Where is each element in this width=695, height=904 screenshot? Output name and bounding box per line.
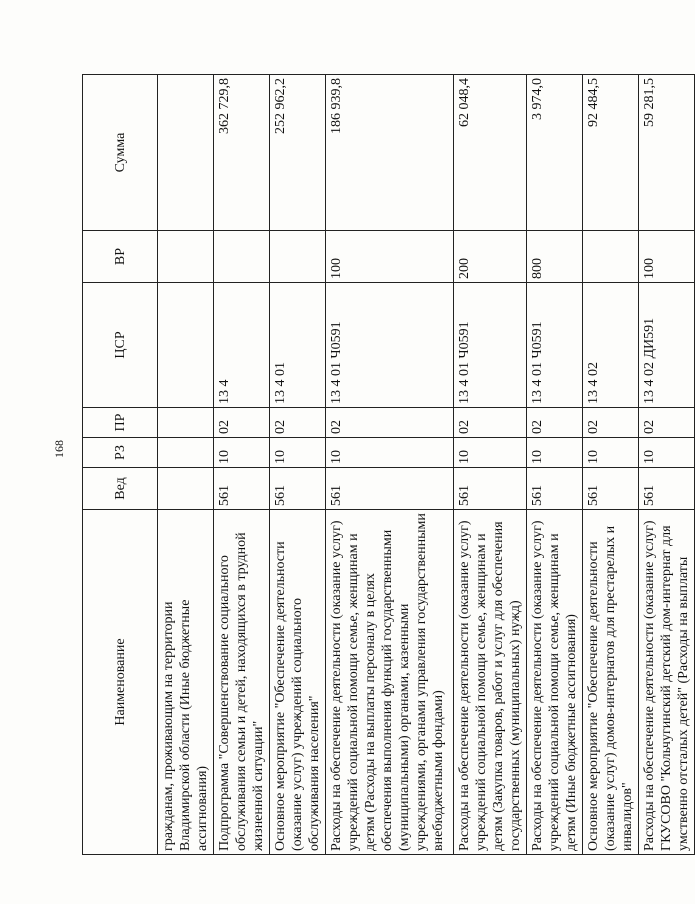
cell-name: Расходы на обеспечение деятельности (оказание услуг) ГКУСОВО "Кольчугинский детский дом-интернат для умственно отсталых детей" (Расходы на выплаты [639,510,695,855]
cell-rz: 10 [527,438,583,468]
cell-pr: 02 [326,408,454,438]
header-pr: ПР [83,408,158,438]
cell-vr: 100 [639,231,695,283]
cell-sum: 92 484,5 [583,75,639,231]
table-row [326,75,454,855]
cell-csr: 13 4 02 [583,283,639,408]
cell-pr: 02 [583,408,639,438]
header-name: Наименование [83,510,158,855]
cell-csr: 13 4 02 ДИ591 [639,283,695,408]
cell-sum: 3 974,0 [527,75,583,231]
header-sum: Сумма [83,75,158,231]
cell-csr: 13 4 [214,283,270,408]
table-row [639,75,695,855]
header-vr: ВР [83,231,158,283]
table-row [270,75,326,855]
cell-csr [158,283,214,408]
cell-pr: 02 [639,408,695,438]
cell-ved: 561 [583,468,639,510]
cell-pr: 02 [454,408,527,438]
cell-csr: 13 4 01 Ч0591 [527,283,583,408]
cell-rz: 10 [270,438,326,468]
cell-sum: 59 281,5 [639,75,695,231]
budget-table [82,74,695,855]
cell-vr [214,231,270,283]
header-csr: ЦСР [83,283,158,408]
cell-ved: 561 [454,468,527,510]
cell-csr: 13 4 01 Ч0591 [454,283,527,408]
cell-pr: 02 [214,408,270,438]
cell-ved: 561 [639,468,695,510]
cell-rz: 10 [639,438,695,468]
cell-rz: 10 [583,438,639,468]
cell-ved [158,468,214,510]
cell-rz [158,438,214,468]
cell-pr [158,408,214,438]
table-header-row [83,75,158,855]
cell-sum: 252 962,2 [270,75,326,231]
cell-name: гражданам, проживающим на территории Владимирской области (Иные бюджетные ассигнования) [158,510,214,855]
cell-ved: 561 [214,468,270,510]
table-row [214,75,270,855]
cell-sum: 62 048,4 [454,75,527,231]
cell-csr: 13 4 01 [270,283,326,408]
cell-sum [158,75,214,231]
cell-ved: 561 [270,468,326,510]
table-row [454,75,527,855]
cell-vr: 800 [527,231,583,283]
cell-rz: 10 [326,438,454,468]
table-row [583,75,639,855]
cell-ved: 561 [527,468,583,510]
cell-name: Основное мероприятие "Обеспечение деятельности (оказание услуг) домов-интернатов для престарелых и инвалидов" [583,510,639,855]
cell-vr [583,231,639,283]
cell-name: Расходы на обеспечение деятельности (оказание услуг) учреждений социальной помощи семье, женщинам и детям (Иные бюджетные ассигнования) [527,510,583,855]
cell-pr: 02 [270,408,326,438]
table-row [527,75,583,855]
page-number: 168 [52,440,66,458]
cell-sum: 186 939,8 [326,75,454,231]
cell-vr: 100 [326,231,454,283]
cell-rz: 10 [214,438,270,468]
cell-csr: 13 4 01 Ч0591 [326,283,454,408]
cell-ved: 561 [326,468,454,510]
header-rz: РЗ [83,438,158,468]
table-row [158,75,214,855]
rotated-table-container [82,75,691,855]
cell-pr: 02 [527,408,583,438]
cell-vr: 200 [454,231,527,283]
cell-rz: 10 [454,438,527,468]
cell-vr [158,231,214,283]
cell-sum: 362 729,8 [214,75,270,231]
cell-vr [270,231,326,283]
cell-name: Расходы на обеспечение деятельности (оказание услуг) учреждений социальной помощи семье, женщинам и детям (Расходы на выплаты персоналу в целях обеспечения выполнения функций государственными (муниципальными) органами, казенными учреждениями, органами управления государственными внебюджетными фондами) [326,510,454,855]
header-ved: Вед [83,468,158,510]
cell-name: Подпрограмма "Совершенствование социального обслуживания семьи и детей, находящихся в трудной жизненной ситуации" [214,510,270,855]
cell-name: Расходы на обеспечение деятельности (оказание услуг) учреждений социальной помощи семье, женщинам и детям (Закупка товаров, работ и услуг для обеспечения государственных (муниципальных) нужд) [454,510,527,855]
cell-name: Основное мероприятие "Обеспечение деятельности (оказание услуг) учреждений социального обслуживания населения" [270,510,326,855]
